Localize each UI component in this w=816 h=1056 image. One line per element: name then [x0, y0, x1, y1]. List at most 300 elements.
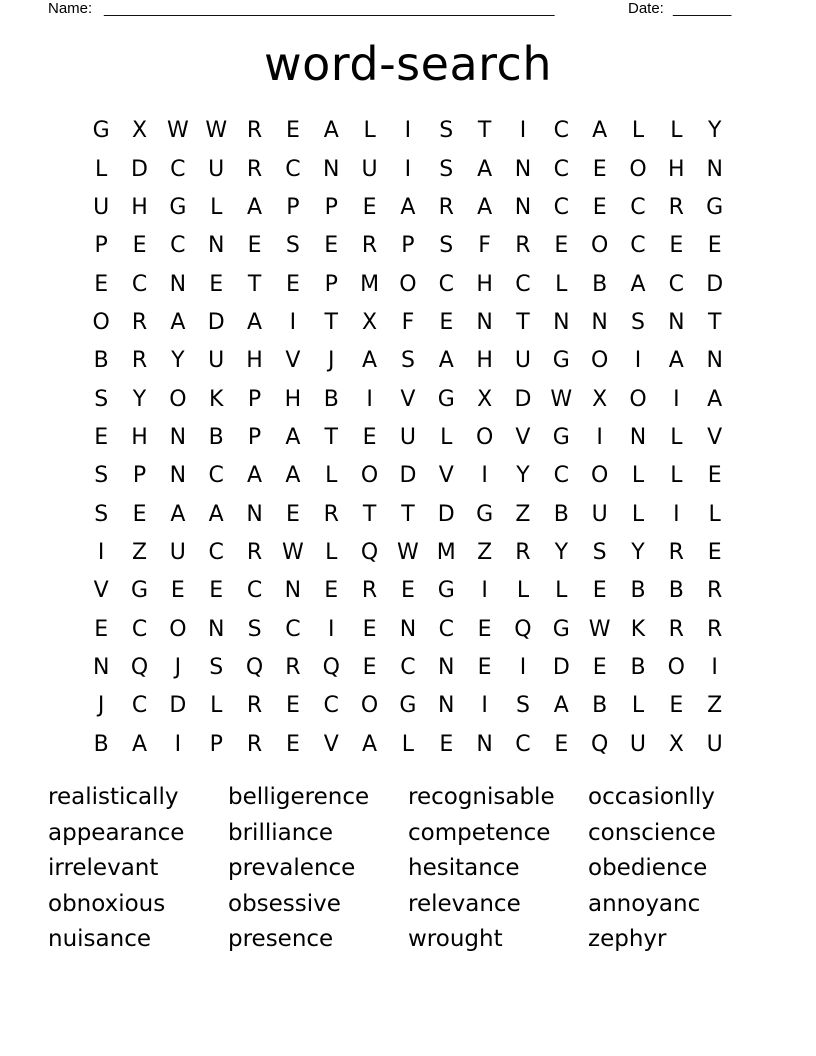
grid-letter[interactable]: A: [323, 118, 339, 144]
grid-letter[interactable]: L: [631, 118, 645, 144]
grid-letter[interactable]: N: [706, 348, 723, 374]
grid-letter[interactable]: P: [324, 194, 338, 220]
grid-letter[interactable]: B: [93, 348, 109, 374]
grid-letter[interactable]: G: [552, 424, 570, 450]
grid-letter[interactable]: N: [591, 309, 608, 335]
grid-letter[interactable]: B: [93, 731, 109, 757]
grid-letter[interactable]: L: [555, 271, 568, 297]
grid-letter[interactable]: C: [208, 463, 224, 489]
grid-letter[interactable]: A: [400, 194, 416, 220]
grid-letter[interactable]: V: [707, 424, 723, 450]
grid-letter[interactable]: E: [592, 156, 607, 182]
grid-letter[interactable]: I: [174, 731, 182, 757]
grid-letter[interactable]: O: [590, 348, 609, 374]
grid-letter[interactable]: R: [515, 539, 531, 565]
grid-letter[interactable]: A: [630, 271, 646, 297]
page-title: word-search: [264, 37, 552, 91]
grid-letter[interactable]: O: [590, 463, 609, 489]
grid-letter[interactable]: S: [592, 539, 607, 565]
grid-letter[interactable]: R: [668, 539, 684, 565]
grid-letter[interactable]: U: [93, 194, 110, 220]
grid-letter[interactable]: B: [630, 578, 646, 604]
grid-letter[interactable]: X: [668, 731, 684, 757]
grid-letter[interactable]: O: [360, 463, 379, 489]
grid-letter[interactable]: A: [247, 463, 263, 489]
grid-letter[interactable]: E: [285, 501, 300, 527]
grid-letter[interactable]: Y: [707, 118, 722, 144]
grid-letter[interactable]: D: [399, 463, 417, 489]
grid-letter[interactable]: V: [323, 731, 339, 757]
grid-letter[interactable]: U: [399, 424, 416, 450]
grid-letter[interactable]: E: [592, 654, 607, 680]
grid-letter[interactable]: I: [481, 578, 488, 604]
grid-letter[interactable]: R: [285, 654, 301, 680]
grid-letter[interactable]: N: [207, 233, 225, 259]
grid-letter[interactable]: L: [210, 194, 223, 220]
grid-letter[interactable]: P: [286, 194, 300, 220]
grid-letter[interactable]: L: [670, 424, 683, 450]
grid-letter[interactable]: U: [514, 348, 531, 374]
grid-letter[interactable]: N: [476, 731, 493, 757]
grid-letter[interactable]: A: [131, 731, 148, 757]
grid-letter[interactable]: T: [362, 501, 377, 527]
grid-letter[interactable]: D: [207, 309, 225, 335]
grid-letter[interactable]: E: [285, 271, 300, 297]
grid-letter[interactable]: C: [131, 616, 148, 642]
grid-letter[interactable]: I: [673, 501, 680, 527]
grid-letter[interactable]: A: [285, 463, 301, 489]
grid-letter[interactable]: Q: [130, 654, 149, 680]
grid-letter[interactable]: R: [246, 118, 263, 144]
grid-letter[interactable]: W: [397, 539, 419, 565]
grid-letter[interactable]: N: [438, 693, 455, 719]
grid-row: [82, 572, 734, 610]
grid-letter[interactable]: E: [362, 616, 377, 642]
grid-letter[interactable]: O: [629, 156, 647, 182]
grid-letter[interactable]: N: [514, 156, 532, 182]
grid-letter[interactable]: E: [94, 424, 109, 450]
grid-letter[interactable]: V: [438, 463, 454, 489]
grid-letter[interactable]: U: [591, 501, 608, 527]
grid-letter[interactable]: I: [673, 386, 680, 412]
grid-letter[interactable]: I: [596, 424, 603, 450]
grid-letter[interactable]: L: [401, 731, 415, 757]
grid-letter[interactable]: P: [247, 424, 262, 450]
grid-letter[interactable]: A: [477, 156, 493, 182]
grid-letter[interactable]: L: [440, 424, 453, 450]
grid-letter[interactable]: E: [362, 654, 377, 680]
grid-letter[interactable]: B: [668, 578, 684, 604]
grid-letter[interactable]: S: [400, 348, 415, 374]
grid-letter[interactable]: C: [438, 616, 454, 642]
grid-letter[interactable]: E: [707, 539, 722, 565]
grid-letter[interactable]: V: [285, 348, 301, 374]
grid-letter[interactable]: O: [590, 233, 609, 259]
grid-letter[interactable]: B: [323, 386, 339, 412]
grid-letter[interactable]: G: [437, 578, 455, 604]
grid-letter[interactable]: P: [94, 233, 108, 259]
grid-letter[interactable]: E: [400, 578, 415, 604]
grid-letter[interactable]: Q: [590, 731, 609, 757]
grid-letter[interactable]: I: [711, 654, 718, 680]
grid-letter[interactable]: H: [668, 156, 685, 182]
grid-letter[interactable]: A: [247, 194, 263, 220]
grid-letter[interactable]: E: [324, 578, 339, 604]
grid-letter[interactable]: S: [631, 309, 645, 335]
grid-letter[interactable]: N: [399, 616, 417, 642]
grid-letter[interactable]: Z: [707, 693, 723, 719]
grid-letter[interactable]: G: [437, 386, 455, 412]
grid-letter[interactable]: P: [132, 463, 147, 489]
grid-letter[interactable]: T: [324, 424, 338, 450]
grid-letter[interactable]: D: [169, 693, 187, 719]
grid-letter[interactable]: R: [246, 539, 263, 565]
grid-letter[interactable]: C: [553, 156, 569, 182]
date-field[interactable]: _______: [673, 0, 732, 17]
grid-letter[interactable]: E: [439, 731, 454, 757]
grid-letter[interactable]: F: [401, 309, 415, 335]
grid-letter[interactable]: N: [553, 309, 570, 335]
grid-letter[interactable]: O: [360, 693, 379, 719]
grid-letter[interactable]: E: [592, 194, 607, 220]
grid-letter[interactable]: X: [592, 386, 608, 412]
grid-letter[interactable]: T: [247, 271, 262, 297]
grid-letter[interactable]: D: [437, 501, 455, 527]
grid-letter[interactable]: J: [97, 693, 105, 719]
grid-letter[interactable]: M: [360, 271, 380, 297]
grid-letter[interactable]: H: [131, 424, 148, 450]
grid-letter[interactable]: R: [361, 578, 378, 604]
grid-letter[interactable]: Q: [514, 616, 532, 642]
grid-letter[interactable]: E: [477, 654, 492, 680]
grid-letter[interactable]: G: [169, 194, 187, 220]
grid-letter[interactable]: Z: [477, 539, 493, 565]
grid-letter[interactable]: R: [668, 616, 684, 642]
grid-letter[interactable]: A: [707, 386, 723, 412]
grid-letter[interactable]: L: [631, 693, 645, 719]
grid-letter[interactable]: K: [630, 616, 646, 642]
grid-letter[interactable]: M: [436, 539, 456, 565]
grid-letter[interactable]: O: [475, 424, 494, 450]
grid-letter[interactable]: Y: [171, 348, 185, 374]
grid-letter[interactable]: L: [210, 693, 223, 719]
grid-letter[interactable]: N: [706, 156, 723, 182]
grid-letter[interactable]: I: [481, 693, 488, 719]
grid-letter[interactable]: W: [166, 118, 189, 144]
grid-letter[interactable]: V: [93, 578, 109, 604]
grid-letter[interactable]: N: [668, 309, 685, 335]
grid-letter[interactable]: S: [439, 233, 454, 259]
grid-letter[interactable]: I: [97, 539, 105, 565]
grid-letter[interactable]: E: [362, 424, 377, 450]
grid-letter[interactable]: C: [131, 271, 148, 297]
grid-letter[interactable]: X: [362, 309, 378, 335]
grid-row: [82, 265, 734, 303]
grid-letter[interactable]: T: [477, 118, 492, 144]
grid-letter[interactable]: E: [439, 309, 454, 335]
grid-letter[interactable]: Q: [322, 654, 340, 680]
grid-letter[interactable]: H: [476, 271, 493, 297]
grid-letter[interactable]: A: [362, 348, 378, 374]
grid-letter[interactable]: H: [284, 386, 302, 412]
name-field[interactable]: ______________________________________________________: [104, 0, 555, 17]
grid-letter[interactable]: S: [94, 463, 109, 489]
grid-letter[interactable]: U: [361, 156, 378, 182]
grid-letter[interactable]: A: [247, 309, 263, 335]
grid-letter[interactable]: V: [400, 386, 416, 412]
grid-letter[interactable]: A: [170, 501, 186, 527]
grid-letter[interactable]: S: [515, 693, 530, 719]
grid-letter[interactable]: D: [131, 156, 148, 182]
grid-letter[interactable]: T: [324, 309, 338, 335]
grid-letter[interactable]: S: [247, 616, 262, 642]
grid-letter[interactable]: E: [707, 463, 722, 489]
grid-letter[interactable]: C: [553, 194, 569, 220]
grid-letter[interactable]: G: [476, 501, 494, 527]
grid-letter[interactable]: N: [92, 654, 110, 680]
grid-letter[interactable]: E: [554, 731, 569, 757]
grid-letter[interactable]: V: [515, 424, 531, 450]
grid-letter[interactable]: C: [553, 463, 569, 489]
grid-letter[interactable]: I: [481, 463, 488, 489]
grid-letter[interactable]: Z: [515, 501, 531, 527]
grid-letter[interactable]: F: [478, 233, 491, 259]
grid-letter[interactable]: L: [708, 501, 721, 527]
grid-letter[interactable]: E: [669, 233, 684, 259]
grid-letter[interactable]: R: [246, 693, 263, 719]
grid-letter[interactable]: E: [132, 233, 147, 259]
grid-letter[interactable]: Y: [516, 463, 530, 489]
grid-letter[interactable]: E: [592, 578, 607, 604]
grid-letter[interactable]: S: [439, 118, 454, 144]
grid-letter[interactable]: H: [476, 348, 493, 374]
grid-letter[interactable]: C: [246, 578, 263, 604]
grid-letter[interactable]: A: [362, 731, 378, 757]
grid-letter[interactable]: W: [282, 539, 304, 565]
grid-letter[interactable]: E: [132, 501, 147, 527]
grid-letter[interactable]: D: [514, 386, 532, 412]
grid-letter[interactable]: I: [519, 118, 527, 144]
grid-letter[interactable]: K: [208, 386, 224, 412]
grid-letter[interactable]: R: [707, 616, 723, 642]
grid-letter[interactable]: E: [170, 578, 185, 604]
grid-letter[interactable]: N: [629, 424, 647, 450]
grid-letter[interactable]: O: [169, 616, 187, 642]
grid-letter[interactable]: C: [438, 271, 454, 297]
grid-letter[interactable]: L: [325, 463, 338, 489]
grid-letter[interactable]: C: [170, 156, 186, 182]
grid-letter[interactable]: I: [327, 616, 335, 642]
grid-letter[interactable]: R: [246, 731, 263, 757]
grid-letter[interactable]: Y: [631, 539, 645, 565]
grid-letter[interactable]: P: [324, 271, 338, 297]
grid-letter[interactable]: E: [94, 616, 109, 642]
grid-letter[interactable]: C: [323, 693, 339, 719]
grid-letter[interactable]: L: [555, 578, 568, 604]
grid-letter[interactable]: H: [246, 348, 263, 374]
grid-letter[interactable]: D: [706, 271, 724, 297]
grid-letter[interactable]: T: [401, 501, 415, 527]
grid-letter[interactable]: L: [516, 578, 530, 604]
grid-letter[interactable]: R: [438, 194, 454, 220]
grid-letter[interactable]: I: [404, 156, 412, 182]
grid-letter[interactable]: N: [476, 309, 493, 335]
grid-letter[interactable]: G: [552, 348, 570, 374]
grid-letter[interactable]: P: [401, 233, 415, 259]
grid-letter[interactable]: C: [668, 271, 685, 297]
grid-letter[interactable]: E: [707, 233, 722, 259]
grid-letter[interactable]: A: [438, 348, 454, 374]
grid-letter[interactable]: L: [670, 463, 683, 489]
grid-letter[interactable]: A: [170, 309, 186, 335]
grid-letter[interactable]: A: [553, 693, 569, 719]
grid-letter[interactable]: U: [706, 731, 723, 757]
grid-letter[interactable]: J: [174, 654, 182, 680]
grid-letter[interactable]: P: [209, 731, 223, 757]
grid-letter[interactable]: R: [361, 233, 378, 259]
grid-letter[interactable]: O: [629, 386, 647, 412]
grid-letter[interactable]: S: [94, 386, 109, 412]
grid-letter[interactable]: G: [130, 578, 149, 604]
grid-letter[interactable]: Z: [131, 539, 148, 565]
grid-letter[interactable]: T: [707, 309, 722, 335]
grid-letter[interactable]: B: [553, 501, 569, 527]
grid-row: [82, 419, 734, 457]
grid-letter[interactable]: R: [515, 233, 531, 259]
grid-letter[interactable]: N: [438, 654, 455, 680]
grid-letter[interactable]: R: [246, 156, 263, 182]
grid-letter[interactable]: R: [668, 194, 684, 220]
grid-letter[interactable]: Q: [245, 654, 264, 680]
grid-letter[interactable]: I: [404, 118, 412, 144]
grid-letter[interactable]: G: [92, 118, 110, 144]
grid-letter[interactable]: O: [667, 654, 685, 680]
grid-letter[interactable]: C: [400, 654, 416, 680]
grid-row: [82, 649, 734, 687]
grid-letter[interactable]: N: [323, 156, 340, 182]
grid-letter[interactable]: D: [552, 654, 570, 680]
grid-letter[interactable]: C: [630, 194, 646, 220]
grid-letter[interactable]: A: [285, 424, 301, 450]
grid-letter[interactable]: C: [285, 156, 301, 182]
grid-letter[interactable]: U: [169, 539, 186, 565]
grid-letter[interactable]: A: [592, 118, 608, 144]
grid-letter[interactable]: L: [631, 463, 645, 489]
grid-letter[interactable]: I: [366, 386, 373, 412]
grid-letter[interactable]: A: [208, 501, 224, 527]
grid-letter[interactable]: L: [95, 156, 108, 182]
grid-letter[interactable]: C: [515, 271, 531, 297]
grid-letter[interactable]: H: [131, 194, 148, 220]
grid-letter[interactable]: B: [592, 271, 608, 297]
grid-letter[interactable]: E: [94, 271, 109, 297]
grid-letter[interactable]: U: [629, 731, 647, 757]
grid-letter[interactable]: E: [285, 731, 300, 757]
grid-letter[interactable]: E: [285, 118, 300, 144]
grid-letter[interactable]: X: [131, 118, 148, 144]
grid-letter[interactable]: C: [630, 233, 646, 259]
grid-letter[interactable]: E: [324, 233, 339, 259]
grid-letter[interactable]: E: [477, 616, 492, 642]
grid-letter[interactable]: G: [706, 194, 724, 220]
grid-letter[interactable]: Y: [554, 539, 569, 565]
grid-letter[interactable]: N: [207, 616, 225, 642]
grid-row: [82, 687, 734, 725]
grid-letter[interactable]: J: [327, 348, 335, 374]
grid-letter[interactable]: P: [247, 386, 262, 412]
grid-row: [82, 380, 734, 418]
grid-letter[interactable]: R: [323, 501, 339, 527]
grid-letter[interactable]: E: [285, 693, 300, 719]
grid-letter[interactable]: T: [516, 309, 530, 335]
grid-letter[interactable]: C: [208, 539, 224, 565]
grid-letter[interactable]: O: [169, 386, 187, 412]
grid-letter[interactable]: C: [553, 118, 569, 144]
grid-letter[interactable]: C: [285, 616, 301, 642]
grid-letter[interactable]: N: [169, 271, 187, 297]
grid-letter[interactable]: R: [707, 578, 723, 604]
grid-letter[interactable]: O: [92, 309, 110, 335]
grid-letter[interactable]: U: [208, 156, 225, 182]
grid-letter[interactable]: W: [588, 616, 611, 642]
grid-letter[interactable]: G: [399, 693, 417, 719]
grid-letter[interactable]: I: [634, 348, 642, 374]
grid-letter[interactable]: A: [477, 194, 493, 220]
grid-letter[interactable]: R: [131, 309, 148, 335]
grid-letter[interactable]: N: [284, 578, 302, 604]
grid-letter[interactable]: N: [169, 463, 187, 489]
grid-letter[interactable]: R: [131, 348, 148, 374]
grid-letter[interactable]: B: [630, 654, 646, 680]
grid-letter[interactable]: E: [554, 233, 569, 259]
grid-letter[interactable]: O: [399, 271, 417, 297]
grid-letter[interactable]: Y: [132, 386, 147, 412]
grid-letter[interactable]: E: [362, 194, 377, 220]
grid-letter[interactable]: Q: [360, 539, 379, 565]
grid-letter[interactable]: C: [515, 731, 531, 757]
grid-letter[interactable]: L: [325, 539, 338, 565]
grid-letter[interactable]: S: [285, 233, 300, 259]
grid-row: [82, 227, 734, 265]
grid-letter[interactable]: I: [519, 654, 527, 680]
grid-letter[interactable]: G: [552, 616, 570, 642]
grid-letter[interactable]: E: [209, 578, 224, 604]
grid-letter[interactable]: L: [631, 501, 645, 527]
grid-letter[interactable]: L: [363, 118, 376, 144]
grid-letter[interactable]: S: [439, 156, 454, 182]
grid-letter[interactable]: L: [670, 118, 683, 144]
grid-letter[interactable]: S: [209, 654, 224, 680]
grid-letter[interactable]: N: [514, 194, 532, 220]
grid-letter[interactable]: W: [205, 118, 228, 144]
grid-letter[interactable]: B: [592, 693, 608, 719]
grid-letter[interactable]: C: [131, 693, 148, 719]
grid-letter[interactable]: U: [208, 348, 225, 374]
grid-letter[interactable]: B: [208, 424, 224, 450]
grid-letter[interactable]: E: [247, 233, 262, 259]
grid-letter[interactable]: X: [477, 386, 493, 412]
grid-letter[interactable]: N: [169, 424, 187, 450]
grid-letter[interactable]: N: [246, 501, 263, 527]
grid-letter[interactable]: A: [668, 348, 684, 374]
grid-letter[interactable]: I: [289, 309, 297, 335]
grid-letter[interactable]: S: [94, 501, 109, 527]
grid-letter[interactable]: W: [550, 386, 573, 412]
grid-letter[interactable]: E: [209, 271, 224, 297]
word-list-item: conscience: [588, 819, 716, 846]
grid-letter[interactable]: C: [170, 233, 186, 259]
grid-letter[interactable]: E: [669, 693, 684, 719]
